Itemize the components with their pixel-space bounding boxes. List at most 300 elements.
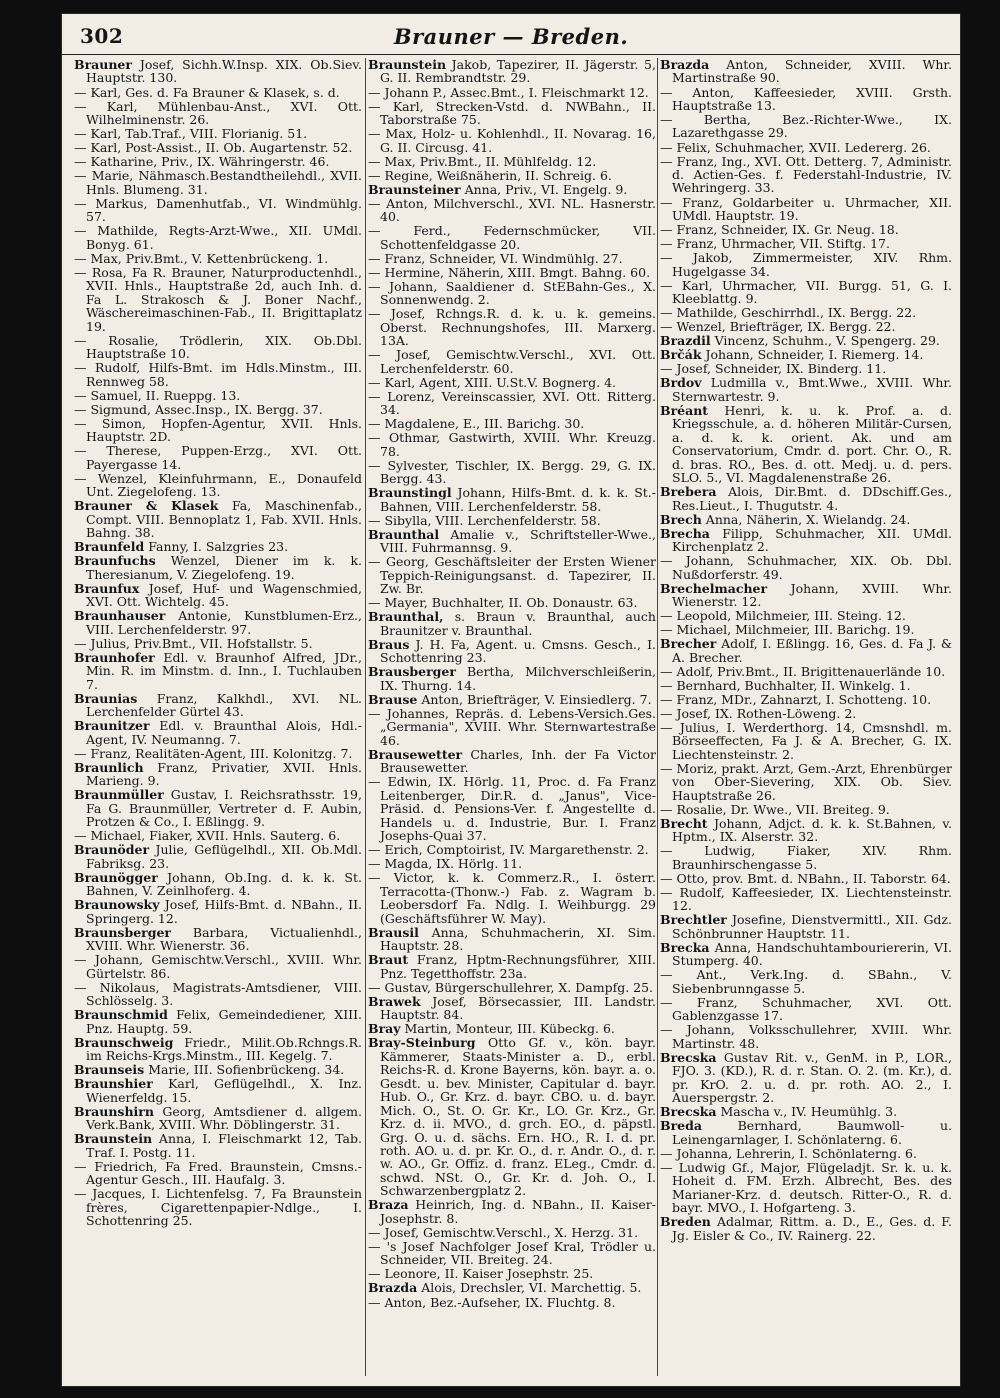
directory-entry [660, 113, 952, 140]
entry-details: Johann, Hilfs-Bmt. d. k. k. St.-Bahnen, VIII. Lerchenfelderstr. 58. [380, 485, 656, 514]
directory-entry [660, 693, 952, 706]
ditto-dash [368, 1295, 384, 1310]
entry-surname: Brause [368, 691, 418, 707]
entry-surname: Brausil [368, 924, 419, 940]
directory-entry [368, 707, 656, 747]
directory-entry [368, 857, 656, 870]
entry-details: Gustav, Bürgerschullehrer, X. Dampfg. 25. [384, 979, 654, 995]
directory-entry [74, 692, 362, 719]
ditto-dash [660, 305, 676, 320]
entry-surname: Bray-Steinburg [368, 1035, 476, 1051]
ditto-dash [368, 265, 384, 280]
entry-details: Michael, Milchmeier, III. Barichg. 19. [676, 622, 915, 638]
entry-details: Sylvester, Tischler, IX. Bergg. 29, G. IX. Bergg. 43. [380, 457, 656, 487]
entry-details: Magda, IX. Hörlg. 11. [384, 856, 523, 872]
entry-details: Ant., Verk.Ing. d. SBahn., V. Siebenbrunngasse 5. [672, 967, 952, 996]
page-number: 302 [80, 24, 124, 48]
entry-details: Fa, Maschinenfab., Compt. VIII. Bennoplatz 1, Fab. XVII. Hnls. Bahng. 38. [86, 498, 362, 541]
entry-details: Mathilde, Geschirrhdl., IX. Bergg. 22. [676, 305, 917, 321]
directory-entry [368, 307, 656, 347]
entry-details: Franz, Schneider, VI. Windmühlg. 27. [384, 250, 623, 266]
entry-details: Jakob, Tapezirer, II. Jägerstr. 5, G. II. Rembrandtstr. 29. [380, 58, 656, 86]
directory-entry [368, 995, 656, 1022]
entry-details: Wenzel, Diener im k. k. Theresianum, V. Ziegelofeng. 19. [86, 553, 362, 582]
column-divider [657, 58, 658, 1376]
directory-entry [660, 582, 952, 609]
directory-entry [660, 279, 952, 306]
directory-entry [74, 472, 362, 499]
directory-entry [74, 582, 362, 609]
entry-surname: Brechelmacher [660, 580, 768, 596]
directory-entry [660, 320, 952, 333]
entry-details: Fanny, I. Salzgries 23. [148, 539, 289, 555]
entry-surname: Braunschmid [74, 1007, 168, 1023]
entry-details: Anna, Schuhmacherin, XI. Sim. Hauptstr. 28. [380, 924, 656, 954]
directory-entry [660, 913, 952, 940]
entry-surname: Braunitzer [74, 718, 150, 734]
directory-entry [368, 127, 656, 154]
directory-entry [660, 223, 952, 236]
directory-entry [74, 403, 362, 416]
directory-entry [74, 554, 362, 581]
ditto-dash [368, 375, 384, 390]
entry-surname: Brecska [660, 1104, 717, 1120]
directory-entry [74, 1008, 362, 1035]
entry-details: Franz, Schuhmacher, XVI. Ott. Gablenzgasse 17. [672, 994, 952, 1024]
directory-entry [368, 1198, 656, 1225]
directory-entry [74, 499, 362, 539]
entry-details: Karl, Tab.Traf., VIII. Florianig. 51. [90, 126, 308, 142]
directory-entry [74, 155, 362, 168]
ditto-dash [74, 85, 90, 100]
directory-entry [660, 707, 952, 720]
ditto-dash [74, 636, 90, 651]
directory-entry [368, 417, 656, 430]
directory-entry [660, 941, 952, 968]
ditto-dash [660, 802, 676, 817]
directory-entry [74, 540, 362, 553]
directory-entry [368, 555, 656, 595]
directory-entry [660, 1105, 952, 1118]
entry-details: Georg, Amtsdiener d. allgem. Verk.Bank, XVIII. Whr. Döblingerstr. 31. [86, 1103, 362, 1133]
directory-entry [74, 637, 362, 650]
entry-surname: Brčák [660, 347, 702, 363]
directory-entry [74, 761, 362, 788]
directory-entry [660, 306, 952, 319]
entry-details: Sigmund, Assec.Insp., IX. Bergg. 37. [90, 401, 323, 417]
entry-details: Martin, Monteur, III. Kübeckg. 6. [404, 1021, 615, 1037]
directory-entry [660, 1147, 952, 1160]
entry-details: Johann, Schuhmacher, XIX. Ob. Dbl. Nußdorferstr. 49. [672, 553, 952, 582]
entry-details: Bernhard, Baumwoll- u. Leinengarnlager, I. Schönlaterng. 6. [672, 1118, 952, 1147]
entry-details: Regine, Weißnäherin, II. Schreig. 6. [384, 167, 612, 183]
directory-entry [368, 596, 656, 609]
entry-details: Leonore, II. Kaiser Josephstr. 25. [384, 1266, 594, 1282]
entry-details: Amalie v., Schriftsteller-Wwe., VIII. Fuhrmannsg. 9. [380, 526, 656, 556]
directory-entry [368, 748, 656, 775]
directory-entry [368, 1226, 656, 1239]
directory-entry [368, 58, 656, 85]
directory-entry [74, 197, 362, 224]
entry-details: Bernhard, Buchhalter, II. Winkelg. 1. [676, 677, 911, 693]
entry-surname: Breda [660, 1118, 702, 1134]
entry-details: Markus, Damenhutfab., VI. Windmühlg. 57. [86, 195, 362, 225]
entry-surname: Braunsteiner [368, 181, 461, 197]
entry-details: Anton, Briefträger, V. Einsiedlerg. 7. [421, 691, 652, 707]
directory-entry [660, 196, 952, 223]
ditto-dash [660, 706, 676, 721]
directory-entry [660, 968, 952, 995]
directory-entry [660, 404, 952, 485]
entry-details: Charles, Inh. der Fa Victor Brausewetter. [380, 746, 656, 776]
directory-entry [368, 871, 656, 925]
entry-surname: Brazda [368, 1280, 418, 1296]
entry-details: Franz, Ing., XVI. Ott. Detterg. 7, Administr. d. Actien-Ges. f. Federstahl-Industrie, IV. Wehringerg. 33. [672, 153, 952, 196]
directory-entry [660, 251, 952, 278]
directory-entry [368, 183, 656, 196]
directory-entry [74, 719, 362, 746]
directory-entry [368, 459, 656, 486]
entry-details: Johann, Schneider, I. Riemerg. 14. [705, 347, 924, 363]
entry-surname: Brecska [660, 1049, 717, 1065]
entry-details: Ferd., Federnschmücker, VII. Schottenfeldgasse 20. [380, 223, 656, 252]
ditto-dash [368, 856, 384, 871]
directory-entry [660, 637, 952, 664]
entry-surname: Bréant [660, 402, 709, 418]
ditto-dash [74, 402, 90, 417]
entry-details: Alois, Dir.Bmt. d. DDschiff.Ges., Res.Lieut., I. Thugutstr. 4. [672, 484, 952, 513]
ditto-dash [74, 746, 90, 761]
entry-details: Johann P., Assec.Bmt., I. Fleischmarkt 12. [384, 84, 649, 100]
entry-surname: Brazdil [660, 333, 711, 349]
entry-details: Karl, Mühlenbau-Anst., XVI. Ott. Wilhelminenstr. 26. [86, 98, 362, 127]
entry-details: Josef, Huf- und Wagenschmied, XVI. Ott. Wichtelg. 45. [86, 580, 362, 610]
ditto-dash [660, 361, 676, 376]
entry-surname: Braunowsky [74, 897, 160, 913]
directory-entry [74, 389, 362, 402]
entry-details: Magdalene, E., III. Barichg. 30. [384, 416, 585, 432]
entry-details: Franz, MDr., Zahnarzt, I. Schotteng. 10. [676, 691, 932, 707]
entry-details: Michael, Fiaker, XVII. Hnls. Sauterg. 6. [90, 828, 341, 844]
directory-entry [74, 926, 362, 953]
entry-surname: Brecha [660, 525, 710, 541]
entry-surname: Braunshirn [74, 1103, 154, 1119]
directory-entry [368, 638, 656, 665]
directory-entry [74, 843, 362, 870]
entry-surname: Braunseis [74, 1062, 145, 1078]
entry-details: Moriz, prakt. Arzt, Gem.-Arzt, Ehrenbürger von Ober-Sievering, XIX. Ob. Siev. Hauptstraße 26. [672, 760, 952, 803]
entry-surname: Bray [368, 1021, 401, 1037]
directory-entry [660, 679, 952, 692]
directory-entry [660, 623, 952, 636]
directory-entry [660, 141, 952, 154]
entry-details: Ludwig Gf., Major, Flügeladjt. Sr. k. u. k. Hoheit d. FM. Erzh. Albrecht, Bes. des Marianer-Krz. d. deutsch. Ritter-O., R. d. bayr. MVO., I. Hofgarteng. 3. [672, 1159, 952, 1216]
directory-entry [660, 362, 952, 375]
entry-surname: Braunöder [74, 842, 150, 858]
entry-details: Josef, IX. Rothen-Löweng. 2. [676, 705, 857, 721]
directory-entry [74, 127, 362, 140]
directory-entry [74, 609, 362, 636]
entry-details: Edl. v. Braunhof Alfred, JDr., Min. R. im Minstm. d. Inn., I. Tuchlauben 7. [86, 649, 362, 692]
ditto-dash [660, 1146, 676, 1161]
entry-details: J. H. Fa, Agent. u. Cmsns. Gesch., I. Schottenring 23. [380, 636, 656, 666]
entry-details: Alois, Drechsler, VI. Marchettig. 5. [421, 1280, 642, 1296]
ditto-dash [660, 236, 676, 251]
entry-details: Josef, Gemischtw.Verschl., XVI. Ott. Lerchenfelderstr. 60. [380, 347, 656, 376]
entry-details: Otto, prov. Bmt. d. NBahn., II. Taborstr. 64. [676, 870, 951, 886]
entry-surname: Braunschweig [74, 1034, 174, 1050]
ditto-dash [368, 513, 384, 528]
entry-details: Josef, Gemischtw.Verschl., X. Herzg. 31. [384, 1224, 639, 1240]
entry-surname: Breden [660, 1214, 711, 1230]
directory-entry [660, 554, 952, 581]
directory-entry [368, 981, 656, 994]
directory-entry [660, 609, 952, 622]
directory-entry [368, 390, 656, 417]
entry-details: Henri, k. u. k. Prof. a. d. Kriegsschule, a. d. höheren Militär-Cursen, a. d. k. k. orient. Ak. und am Conservatorium, Cmdr. d. port. Chr. O., R. d. bras. RO., Bes. d. ott. Medj. u. d. pers. SLO. 5., VI. Magdalenenstraße 26. [672, 402, 952, 486]
directory-entry [368, 169, 656, 182]
directory-entry [368, 1022, 656, 1035]
directory-entry [660, 762, 952, 802]
directory-entry [74, 1105, 362, 1132]
entry-details: Karl, Strecken-Vstd. d. NWBahn., II. Taborstraße 75. [380, 98, 656, 127]
entry-surname: Braunfux [74, 580, 140, 596]
entry-details: Adolf, I. Eßlingg. 16, Ges. d. Fa J. & A. Brecher. [672, 636, 952, 665]
entry-details: Rudolf, Kaffeesieder, IX. Liechtensteinstr. 12. [672, 884, 952, 914]
directory-entry [74, 788, 362, 828]
entry-details: Hermine, Näherin, XIII. Bmgt. Bahng. 60. [384, 264, 651, 280]
entry-surname: Brech [660, 511, 702, 527]
directory-entry [660, 348, 952, 361]
entry-details: Gustav Rit. v., GenM. in P., LOR., FJO. 3. (KD.), R. d. r. Stan. O. 2. (m. Kr.), d. pr. KrO. 2. u. d. pr. roth. AO. 2., I. Auerspergstr. 2. [672, 1049, 952, 1106]
entry-details: Antonie, Kunstblumen-Erz., VIII. Lerchenfelderstr. 97. [86, 608, 362, 637]
entry-details: Wenzel, Briefträger, IX. Bergg. 22. [676, 319, 896, 335]
entry-details: Rosa, Fa R. Brauner, Naturproductenhdl., XVII. Hnls., Hauptstraße 2d, auch Inh. d. Fa L. Strakosch & J. Boner Nachf., Wäschereimaschinen-Fab., II. Brigittaplatz 19. [86, 264, 362, 334]
entry-details: Victor, k. k. Commerz.R., I. österr. Terracotta-(Thonw.-) Fab. z. Wagram b. Leobersdorf Fa. Ndlg. I. Weihburgg. 29 (Geschäftsführer W. May). [380, 870, 656, 926]
ditto-dash [368, 595, 384, 610]
entry-details: Anna, Näherin, X. Wielandg. 24. [705, 511, 911, 527]
entry-details: Julius, I. Werderthorg. 14, Cmsnshdl. m. Börseeffecten, Fa J. & A. Brecher, G. IX. Liechtensteinstr. 2. [672, 719, 952, 762]
entry-surname: Braus [368, 636, 410, 652]
entry-surname: Braunstein [368, 58, 447, 72]
entry-details: Felix, Gemeindediener, XIII. Pnz. Hauptg. 59. [86, 1007, 362, 1036]
directory-entry [74, 169, 362, 196]
ditto-dash [74, 828, 90, 843]
directory-entry [74, 1036, 362, 1063]
ditto-dash [660, 664, 676, 679]
entry-details: Karl, Uhrmacher, VII. Burgg. 51, G. I. Kleeblattg. 9. [672, 277, 952, 307]
entry-surname: Braunfeld [74, 539, 145, 555]
directory-entry [74, 266, 362, 333]
directory-entry [74, 829, 362, 842]
entry-surname: Braunias [74, 690, 138, 706]
ditto-dash [74, 251, 90, 266]
ditto-dash [660, 678, 676, 693]
directory-entry [74, 361, 362, 388]
directory-entry [368, 665, 656, 692]
entry-surname: Brecka [660, 939, 710, 955]
directory-entry [660, 155, 952, 195]
entry-details: Nikolaus, Magistrats-Amtsdiener, VIII. Schlösselg. 3. [86, 979, 362, 1009]
directory-entry [368, 266, 656, 279]
entry-details: Ludmilla v., Bmt.Wwe., XVIII. Whr. Sternwartestr. 9. [672, 375, 952, 404]
directory-entry [660, 996, 952, 1023]
directory-entry [368, 514, 656, 527]
entry-details: Johann, Adjct. d. k. k. St.Bahnen, v. Hptm., IX. Alserstr. 32. [672, 815, 952, 845]
directory-entry [660, 665, 952, 678]
entry-details: Johann, XVIII. Whr. Wienerstr. 12. [672, 580, 952, 610]
directory-entry [368, 376, 656, 389]
entry-details: Felix, Schuhmacher, XVII. Ledererg. 26. [676, 139, 931, 155]
entry-details: Bertha, Milchverschleißerin, IX. Thurng. 14. [380, 664, 656, 693]
directory-entry [660, 334, 952, 347]
directory-entry [368, 1240, 656, 1267]
entry-details: Marie, III. Sofienbrückeng. 34. [148, 1062, 345, 1078]
entry-details: Johann, Volksschullehrer, XVIII. Whr. Martinstr. 48. [672, 1022, 952, 1051]
directory-entry [74, 58, 362, 85]
directory-entry [368, 610, 656, 637]
ditto-dash [74, 126, 90, 141]
entry-details: Rosalie, Trödlerin, XIX. Ob.Dbl. Hauptstraße 10. [86, 332, 362, 362]
ditto-dash [368, 980, 384, 995]
ditto-dash [660, 622, 676, 637]
ditto-dash [660, 608, 676, 623]
entry-surname: Braunshier [74, 1076, 153, 1092]
entry-details: Leopold, Milchmeier, III. Steing. 12. [676, 608, 906, 624]
directory-entry [368, 100, 656, 127]
entry-details: Josef, Rchngs.R. d. k. u. k. gemeins. Oberst. Rechnungshofes, III. Marxerg. 13A. [380, 306, 656, 349]
entry-surname: Brauner & Klasek [74, 498, 219, 514]
entry-details: Samuel, II. Rueppg. 13. [90, 387, 241, 403]
entry-details: Vincenz, Schuhm., V. Spengerg. 29. [714, 333, 940, 349]
ditto-dash [368, 154, 384, 169]
directory-entry [74, 747, 362, 760]
entry-surname: Braunstingl [368, 485, 452, 501]
entry-details: Franz, Kalkhdl., XVI. NL. Lerchenfelder Gürtel 43. [86, 690, 362, 720]
entry-surname: Braunögger [74, 869, 158, 885]
entry-details: Anna, Priv., VI. Engelg. 9. [464, 181, 628, 197]
directory-entry [368, 693, 656, 706]
entry-details: Friedrich, Fa Fred. Braunstein, Cmsns.-Agentur Gesch., III. Haufalg. 3. [86, 1158, 362, 1188]
directory-entry [368, 431, 656, 458]
entry-surname: Brausberger [368, 664, 456, 680]
directory-entry [74, 224, 362, 251]
directory-entry [660, 527, 952, 554]
entry-details: Ludwig, Fiaker, XIV. Rhm. Braunhirschengasse 5. [672, 843, 952, 872]
entry-surname: Brecher [660, 636, 717, 652]
directory-entry [660, 1051, 952, 1105]
entry-details: Heinrich, Ing. d. NBahn., II. Kaiser-Josephstr. 8. [380, 1197, 656, 1226]
directory-entry [74, 417, 362, 444]
ditto-dash [74, 388, 90, 403]
directory-entry [74, 953, 362, 980]
column-divider [365, 58, 366, 1376]
directory-entry [74, 1187, 362, 1227]
entry-details: Friedr., Milit.Ob.Rchngs.R. im Reichs-Krgs.Minstm., III. Kegelg. 7. [86, 1034, 362, 1064]
directory-entry [368, 1281, 656, 1294]
entry-details: Simon, Hopfen-Agentur, XVII. Hnls. Hauptstr. 2D. [86, 415, 362, 445]
entry-details: Franz, Goldarbeiter u. Uhrmacher, XII. UMdl. Hauptstr. 19. [672, 194, 952, 223]
entry-surname: Brdov [660, 375, 702, 391]
entry-details: 's Josef Nachfolger Josef Kral, Trödler u. Schneider, VII. Breiteg. 24. [380, 1238, 656, 1268]
entry-details: s. Braun v. Braunthal, auch Braunitzer v. Braunthal. [380, 609, 656, 638]
ditto-dash [74, 140, 90, 155]
directory-entry [368, 224, 656, 251]
page-header [62, 14, 960, 55]
directory-entry [368, 843, 656, 856]
entry-details: Bertha, Bez.-Richter-Wwe., IX. Lazarethgasse 29. [672, 112, 952, 141]
entry-details: Franz, Schneider, IX. Gr. Neug. 18. [676, 222, 899, 237]
ditto-dash [368, 251, 384, 266]
entry-surname: Brecht [660, 815, 708, 831]
entry-details: Josef, Schneider, IX. Binderg. 11. [676, 361, 887, 377]
entry-details: Johann, Saaldiener d. StEBahn-Ges., X. Sonnenwendg. 2. [380, 278, 656, 308]
entry-details: Franz, Uhrmacher, VII. Stiftg. 17. [676, 236, 890, 252]
entry-details: Julius, Priv.Bmt., VII. Hofstallstr. 5. [90, 635, 313, 651]
directory-entry [660, 1119, 952, 1146]
entry-surname: Brebera [660, 484, 717, 500]
directory-entry [660, 58, 952, 85]
directory-entry [660, 1161, 952, 1215]
directory-entry [660, 886, 952, 913]
entry-details: Anton, Bez.-Aufseher, IX. Fluchtg. 8. [384, 1294, 616, 1310]
directory-entry [74, 871, 362, 898]
entry-surname: Brazda [660, 58, 710, 72]
directory-page [62, 14, 960, 1386]
directory-entry [660, 1023, 952, 1050]
column-2 [368, 58, 656, 1376]
entry-surname: Braunstein [74, 1131, 153, 1147]
directory-entry [368, 1036, 656, 1197]
directory-entry [368, 197, 656, 224]
entry-details: Jakob, Zimmermeister, XIV. Rhm. Hugelgasse 34. [672, 250, 952, 279]
directory-entry [660, 721, 952, 761]
directory-entry [368, 1267, 656, 1280]
entry-surname: Braunlich [74, 759, 144, 775]
ditto-dash [660, 140, 676, 155]
directory-entry [74, 141, 362, 154]
column-1 [74, 58, 362, 1376]
entry-details: Barbara, Victualienhdl., XVIII. Whr. Wienerstr. 36. [86, 924, 362, 954]
entry-details: Anna, I. Fleischmarkt 12, Tab. Traf. I. Postg. 11. [86, 1131, 362, 1160]
directory-entry [74, 100, 362, 127]
ditto-dash [368, 1225, 384, 1240]
directory-entry [368, 86, 656, 99]
entry-details: Sibylla, VIII. Lerchenfelderstr. 58. [384, 512, 601, 528]
directory-entry [368, 280, 656, 307]
directory-entry [74, 1063, 362, 1076]
entry-details: Edwin, IX. Hörlg. 11, Proc. d. Fa Franz Leitenberger, Dir.R. d. „Janus", Vice-Präsid. d. Pensions-Ver. f. Angestellte d. Handels u. d. Industrie, Bur. I. Franz Josephs-Quai 37. [380, 774, 656, 844]
directory-entry [368, 953, 656, 980]
entry-surname: Brawek [368, 993, 421, 1009]
directory-entry [368, 486, 656, 513]
entry-surname: Braunhofer [74, 649, 155, 665]
entry-details: Anton, Schneider, XVIII. Whr. Martinstraße 90. [672, 58, 952, 86]
entry-details: Josef, Sichh.W.Insp. XIX. Ob.Siev. Hauptstr. 130. [86, 58, 362, 86]
entry-details: Mathilde, Regts-Arzt-Wwe., XII. UMdl. Bonyg. 61. [86, 223, 362, 252]
entry-details: Therese, Puppen-Erzg., XVI. Ott. Payergasse 14. [86, 443, 362, 472]
entry-details: Johann, Gemischtw.Verschl., XVIII. Whr. Gürtelstr. 86. [86, 952, 362, 981]
directory-entry [660, 1215, 952, 1242]
ditto-dash [368, 416, 384, 431]
entry-details: Johannes, Repräs. d. Lebens-Versich.Ges. „Germania", XVIII. Whr. Sternwartestraße 46. [380, 705, 656, 748]
directory-entry [368, 155, 656, 168]
entry-details: Erich, Comptoirist, IV. Margarethenstr. 2. [384, 842, 649, 858]
directory-entry [660, 485, 952, 512]
ditto-dash [74, 154, 90, 169]
directory-entry [74, 334, 362, 361]
entry-details: Josefine, Dienstvermittl., XII. Gdz. Schönbrunner Hauptstr. 11. [672, 912, 952, 941]
